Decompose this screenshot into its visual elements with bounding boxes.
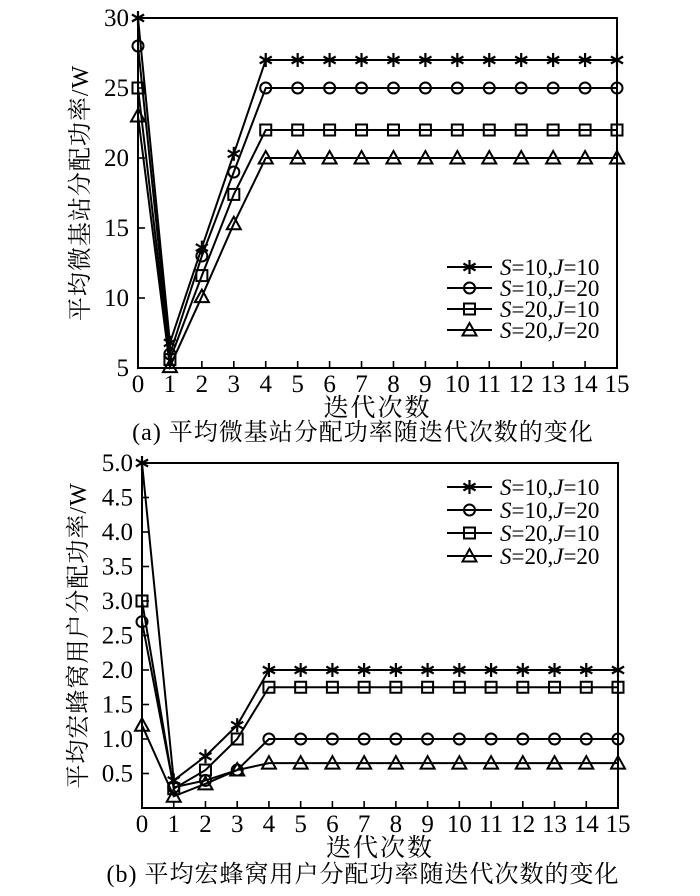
y-tick-label: 1.5	[101, 691, 133, 719]
legend-label: S=10,J=10	[500, 255, 600, 280]
y-tick-label: 30	[104, 5, 129, 32]
x-tick-label: 12	[508, 371, 534, 398]
x-tick-label: 0	[135, 811, 149, 838]
x-tick-label: 10	[446, 811, 472, 838]
x-tick-label: 9	[419, 371, 432, 398]
y-tick-label: 3.0	[101, 588, 133, 615]
x-tick-label: 12	[510, 811, 536, 838]
legend-label: S=10,J=10	[500, 475, 600, 500]
chart-a-caption: (a) 平均微基站分配功率随迭代次数的变化	[132, 420, 594, 446]
x-tick-label: 7	[357, 811, 371, 838]
series-line	[142, 601, 618, 789]
legend-label: S=20,J=10	[500, 521, 600, 546]
x-tick-label: 0	[131, 371, 145, 398]
x-tick-label: 10	[444, 371, 470, 398]
legend-label: S=20,J=20	[500, 318, 600, 343]
x-tick-label: 2	[199, 811, 212, 838]
x-tick-label: 6	[323, 371, 336, 398]
x-tick-label: 15	[604, 371, 630, 398]
x-tick-label: 8	[387, 371, 400, 398]
chart-b-figure	[0, 448, 700, 890]
legend-label: S=10,J=20	[500, 276, 600, 301]
x-axis-label: 迭代次数	[323, 395, 432, 418]
y-tick-label: 4.5	[101, 484, 133, 512]
legend-label: S=20,J=10	[500, 297, 600, 322]
y-tick-label: 1.0	[101, 726, 133, 753]
x-tick-label: 1	[167, 811, 180, 838]
x-tick-label: 5	[294, 811, 307, 838]
y-tick-label: 25	[104, 75, 129, 102]
x-axis-label: 迭代次数	[325, 835, 435, 860]
x-tick-label: 8	[389, 811, 403, 838]
chart-b-caption: (b) 平均宏蜂窝用户分配功率随迭代次数的变化	[106, 862, 620, 888]
x-tick-label: 15	[605, 811, 631, 838]
y-tick-label: 5	[116, 355, 129, 382]
y-tick-label: 3.5	[101, 553, 133, 581]
x-tick-label: 5	[291, 371, 304, 398]
x-tick-label: 11	[479, 811, 504, 838]
y-tick-label: 2.5	[101, 622, 133, 650]
x-tick-label: 14	[572, 371, 598, 398]
series-line	[142, 725, 618, 796]
legend-label: S=20,J=20	[500, 544, 600, 569]
x-tick-label: 11	[477, 371, 502, 398]
y-axis-label: 平均宏蜂窝用户分配功率/W	[66, 482, 92, 789]
x-tick-label: 6	[326, 811, 339, 838]
legend-label: S=10,J=20	[500, 498, 600, 523]
x-tick-label: 7	[355, 371, 368, 398]
x-tick-label: 1	[163, 371, 177, 398]
y-tick-label: 15	[104, 215, 129, 242]
x-tick-label: 2	[195, 371, 209, 398]
x-tick-label: 9	[421, 811, 434, 838]
y-tick-label: 0.5	[101, 760, 133, 788]
x-tick-label: 3	[227, 371, 241, 398]
y-tick-label: 20	[104, 145, 129, 172]
x-tick-label: 13	[540, 371, 566, 398]
x-tick-label: 4	[262, 811, 276, 838]
y-tick-label: 5.0	[101, 450, 133, 477]
y-tick-label: 4.0	[101, 519, 133, 546]
chart-b-plot	[0, 448, 700, 860]
x-tick-label: 3	[230, 811, 244, 838]
x-tick-label: 4	[259, 371, 272, 398]
x-tick-label: 13	[542, 811, 568, 838]
y-tick-label: 10	[104, 285, 129, 312]
y-tick-label: 2.0	[101, 657, 133, 684]
y-axis-label: 平均微基站分配功率/W	[68, 64, 94, 322]
chart-a-plot	[0, 0, 700, 418]
x-tick-label: 14	[573, 811, 599, 838]
